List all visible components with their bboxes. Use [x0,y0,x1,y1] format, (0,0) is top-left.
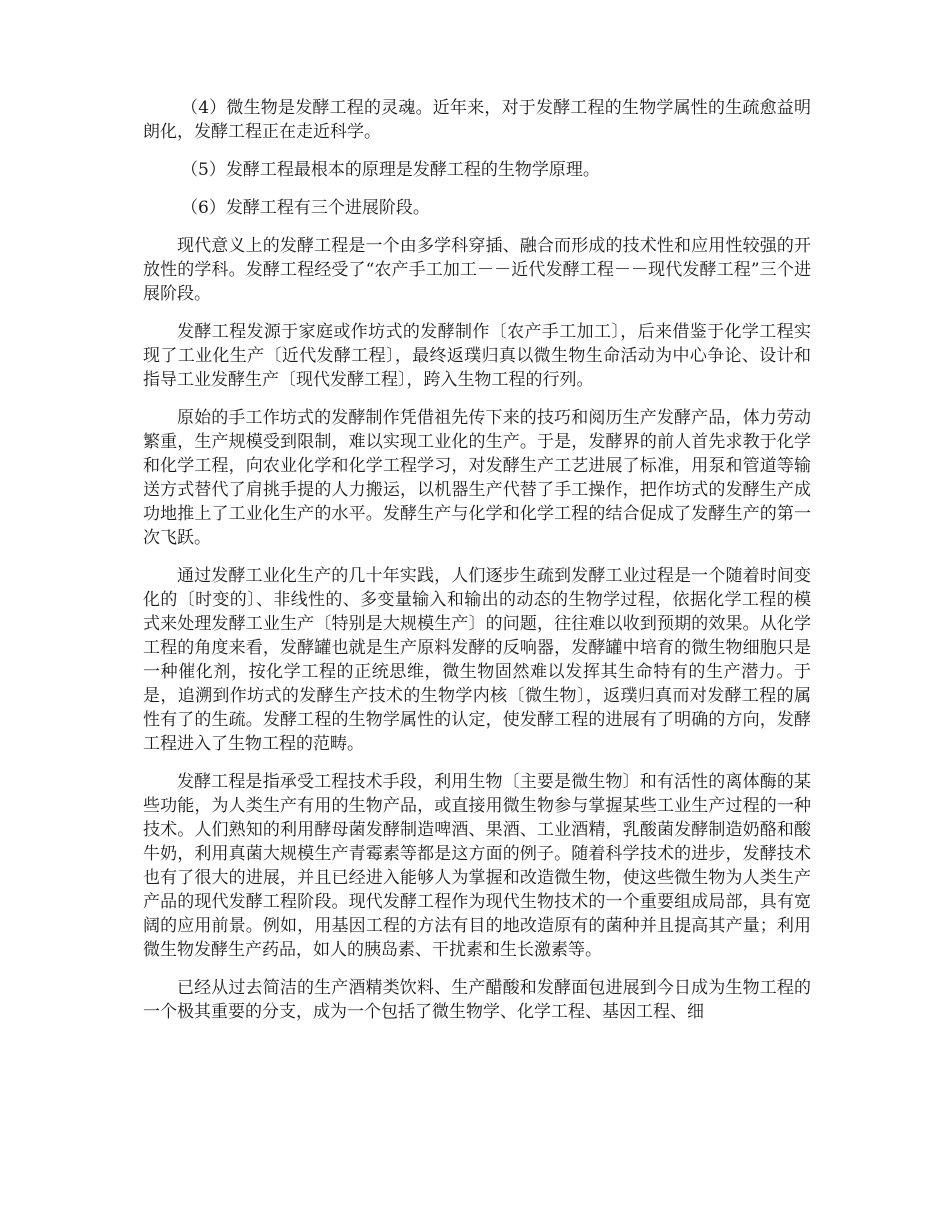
paragraph-item-4: （4）微生物是发酵工程的灵魂。近年来，对于发酵工程的生物学属性的生疏愈益明朗化，发酵工程正在走近科学。 [143,98,811,142]
paragraph-workshop-history: 原始的手工作坊式的发酵制作凭借祖先传下来的技巧和阅历生产发酵产品，体力劳动繁重，生产规模受到限制，难以实现工业化的生产。于是，发酵界的前人首先求教于化学和化学工程，向农业化学和化学工程学习，对发酵生产工艺进展了标准，用泵和管道等输送方式替代了肩挑手提的人力搬运，以机器生产代替了手工操作，把作坊式的发酵生产成功地推上了工业化生产的水平。发酵生产与化学和化学工程的结合促成了发酵生产的第一次飞跃。 [143,408,811,548]
paragraph-industrial-practice: 通过发酵工业化生产的几十年实践，人们逐步生疏到发酵工业过程是一个随着时间变化的〔时变的〕、非线性的、多变量输入和输出的动态的生物学过程，依据化学工程的模式来处理发酵工业生产〔特别是大规模生产〕的问题，往往难以收到预期的效果。从化学工程的角度来看，发酵罐也就是生产原料发酵的反响器，发酵罐中培育的微生物细胞只是一种催化剂，按化学工程的正统思维，微生物固然难以发挥其生命特有的生产潜力。于是，追溯到作坊式的发酵生产技术的生物学内核〔微生物〕，返璞归真而对发酵工程的属性有了的生疏。发酵工程的生物学属性的认定，使发酵工程的进展有了明确的方向，发酵工程进入了生物工程的范畴。 [143,566,811,754]
paragraph-item-6: （6）发酵工程有三个进展阶段。 [181,198,430,218]
paragraph-item-5: （5）发酵工程最根本的原理是发酵工程的生物学原理。 [181,160,600,180]
paragraph-origin: 发酵工程发源于家庭或作坊式的发酵制作〔农产手工加工〕，后来借鉴于化学工程实现了工业化生产〔近代发酵工程〕，最终返璞归真以微生物生命活动为中心争论、设计和指导工业发酵生产〔现代发酵工程〕，跨入生物工程的行列。 [143,322,811,390]
paragraph-current-status: 已经从过去简洁的生产酒精类饮料、生产醋酸和发酵面包进展到今日成为生物工程的一个极其重要的分支，成为一个包括了微生物学、化学工程、基因工程、细 [143,978,811,1022]
paragraph-modern-definition: 现代意义上的发酵工程是一个由多学科穿插、融合而形成的技术性和应用性较强的开放性的学科。发酵工程经受了“农产手工加工－－近代发酵工程－－现代发酵工程”三个进展阶段。 [143,236,811,304]
paragraph-fermentation-definition: 发酵工程是指承受工程技术手段，利用生物〔主要是微生物〕和有活性的离体酶的某些功能，为人类生产有用的生物产品，或直接用微生物参与掌握某些工业生产过程的一种技术。人们熟知的利用酵母菌发酵制造啤酒、果酒、工业酒精，乳酸菌发酵制造奶酪和酸牛奶，利用真菌大规模生产青霉素等都是这方面的例子。随着科学技术的进步，发酵技术也有了很大的进展，并且已经进入能够人为掌握和改造微生物，使这些微生物为人类生产产品的现代发酵工程阶段。现代发酵工程作为现代生物技术的一个重要组成局部，具有宽阔的应用前景。例如，用基因工程的方法有目的地改造原有的菌种并且提高其产量；利用微生物发酵生产药品，如人的胰岛素、干扰素和生长激素等。 [143,772,811,960]
document-body [143,96,811,1038]
